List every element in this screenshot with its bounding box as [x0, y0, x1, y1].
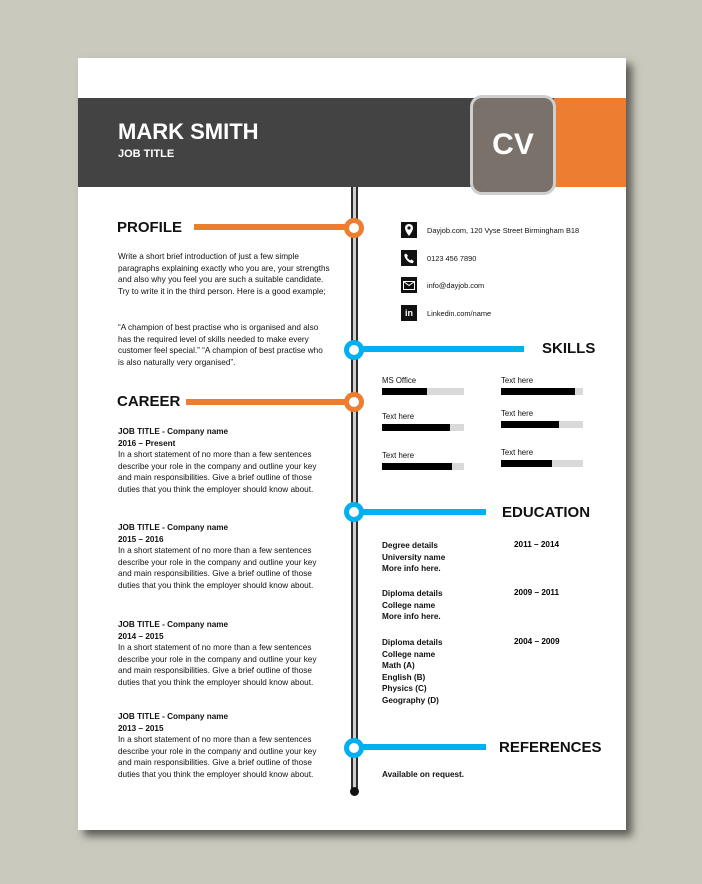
education-qualification: Diploma details — [382, 638, 443, 647]
contact-email: info@dayjob.com — [427, 280, 485, 290]
skill-level-fill — [382, 463, 452, 470]
skill-item — [501, 409, 585, 428]
contact-linkedin: Linkedin.com/name — [427, 308, 492, 318]
skill-label: Text here — [501, 448, 534, 457]
phone-icon — [401, 250, 417, 266]
timeline-end-dot — [350, 787, 359, 796]
references-heading: REFERENCES — [499, 739, 602, 756]
email-icon — [401, 277, 417, 293]
education-detail-line: College name — [382, 600, 436, 610]
job-heading: JOB TITLE - Company name — [118, 427, 229, 436]
skill-label: Text here — [382, 451, 415, 460]
education-years: 2009 – 2011 — [514, 588, 560, 597]
job-dates: 2014 – 2015 — [118, 631, 164, 641]
contact-email-row — [401, 277, 484, 293]
header-accent-block — [554, 98, 626, 187]
career-connector — [186, 399, 346, 405]
contact-phone: 0123 456 7890 — [427, 253, 477, 263]
skill-label: MS Office — [382, 376, 417, 385]
location-pin-icon — [401, 222, 417, 238]
job-dates: 2015 – 2016 — [118, 534, 164, 544]
cv-page — [78, 58, 626, 830]
skills-node — [344, 340, 364, 360]
job-description: In a short statement of no more than a few sentences describe your role in the company and outline your key and main responsibilities. Give a brief outline of those duties that you think the employer should know about. — [118, 643, 317, 687]
job-dates: 2016 – Present — [118, 438, 176, 448]
profile-connector — [194, 224, 346, 230]
skill-level-fill — [501, 460, 552, 467]
skill-label: Text here — [501, 409, 534, 418]
skill-level-fill — [501, 421, 559, 428]
profile-intro: Write a short brief introduction of just a few simple paragraphs explaining exactly who you are, your strengths and also why you feel you are such a suitable candidate. Try to write it in the third person. Here is a good example; — [118, 252, 330, 296]
skill-level-fill — [382, 388, 427, 395]
skill-meter — [382, 463, 464, 470]
contact-address-row — [401, 222, 579, 238]
education-detail-line: More info here. — [382, 612, 441, 622]
career-entry — [118, 522, 332, 592]
skill-label: Text here — [501, 376, 534, 385]
education-detail-line: University name — [382, 552, 446, 562]
contact-phone-row — [401, 250, 476, 266]
skill-item — [382, 412, 466, 431]
job-dates: 2013 – 2015 — [118, 723, 164, 733]
career-entry — [118, 426, 332, 496]
education-years: 2004 – 2009 — [514, 637, 560, 646]
references-connector — [362, 744, 486, 750]
skill-item — [382, 376, 466, 395]
job-heading: JOB TITLE - Company name — [118, 620, 229, 629]
career-heading: CAREER — [117, 393, 181, 410]
cv-badge: CV — [470, 95, 556, 195]
skills-heading: SKILLS — [542, 340, 596, 357]
education-entry — [382, 637, 592, 707]
skill-level-fill — [501, 388, 575, 395]
education-node — [344, 502, 364, 522]
candidate-job-title: JOB TITLE — [118, 148, 175, 160]
education-years: 2011 – 2014 — [514, 540, 560, 549]
references-text: Available on request. — [382, 770, 465, 779]
job-heading: JOB TITLE - Company name — [118, 523, 229, 532]
skill-meter — [501, 421, 583, 428]
profile-quote: “A champion of best practise who is organised and also has the required level of skills needed to make every customer feel special.” “A champion of best practise who is also naturally very organised”. — [118, 323, 323, 367]
skill-meter — [501, 460, 583, 467]
education-detail-line: Physics (C) — [382, 684, 427, 694]
candidate-name: MARK SMITH — [118, 119, 259, 144]
job-heading: JOB TITLE - Company name — [118, 712, 229, 721]
contact-address: Dayjob.com, 120 Vyse Street Birmingham B18 — [427, 225, 580, 235]
timeline-line — [351, 187, 358, 789]
skill-meter — [501, 388, 583, 395]
skill-item — [501, 448, 585, 467]
education-heading: EDUCATION — [502, 504, 591, 521]
education-connector — [362, 509, 486, 515]
job-description: In a short statement of no more than a few sentences describe your role in the company and outline your key and main responsibilities. Give a brief outline of those duties that you think the employer should know about. — [118, 546, 317, 590]
education-detail-line: English (B) — [382, 672, 426, 682]
education-entry — [382, 540, 592, 575]
education-qualification: Degree details — [382, 541, 438, 550]
skill-item — [501, 376, 585, 395]
job-description: In a short statement of no more than a few sentences describe your role in the company and outline your key and main responsibilities. Give a brief outline of those duties that you think the employer should know about. — [118, 450, 317, 494]
job-description: In a short statement of no more than a few sentences describe your role in the company and outline your key and main responsibilities. Give a brief outline of those duties that you think the employer should know about. — [118, 735, 317, 779]
profile-node — [344, 218, 364, 238]
education-detail-line: Geography (D) — [382, 695, 439, 705]
profile-heading: PROFILE — [117, 219, 183, 236]
references-node — [344, 738, 364, 758]
contact-linkedin-row — [401, 305, 491, 321]
skills-connector — [362, 346, 524, 352]
education-detail-line: More info here. — [382, 564, 441, 574]
skill-meter — [382, 388, 464, 395]
education-detail-line: College name — [382, 649, 436, 659]
skill-meter — [382, 424, 464, 431]
career-entry — [118, 619, 332, 689]
education-entry — [382, 588, 592, 623]
skill-label: Text here — [382, 412, 415, 421]
skill-level-fill — [382, 424, 450, 431]
skill-item — [382, 451, 466, 470]
education-qualification: Diploma details — [382, 589, 443, 598]
linkedin-icon: in — [401, 305, 417, 321]
education-detail-line: Math (A) — [382, 661, 415, 671]
career-entry — [118, 711, 332, 781]
career-node — [344, 392, 364, 412]
